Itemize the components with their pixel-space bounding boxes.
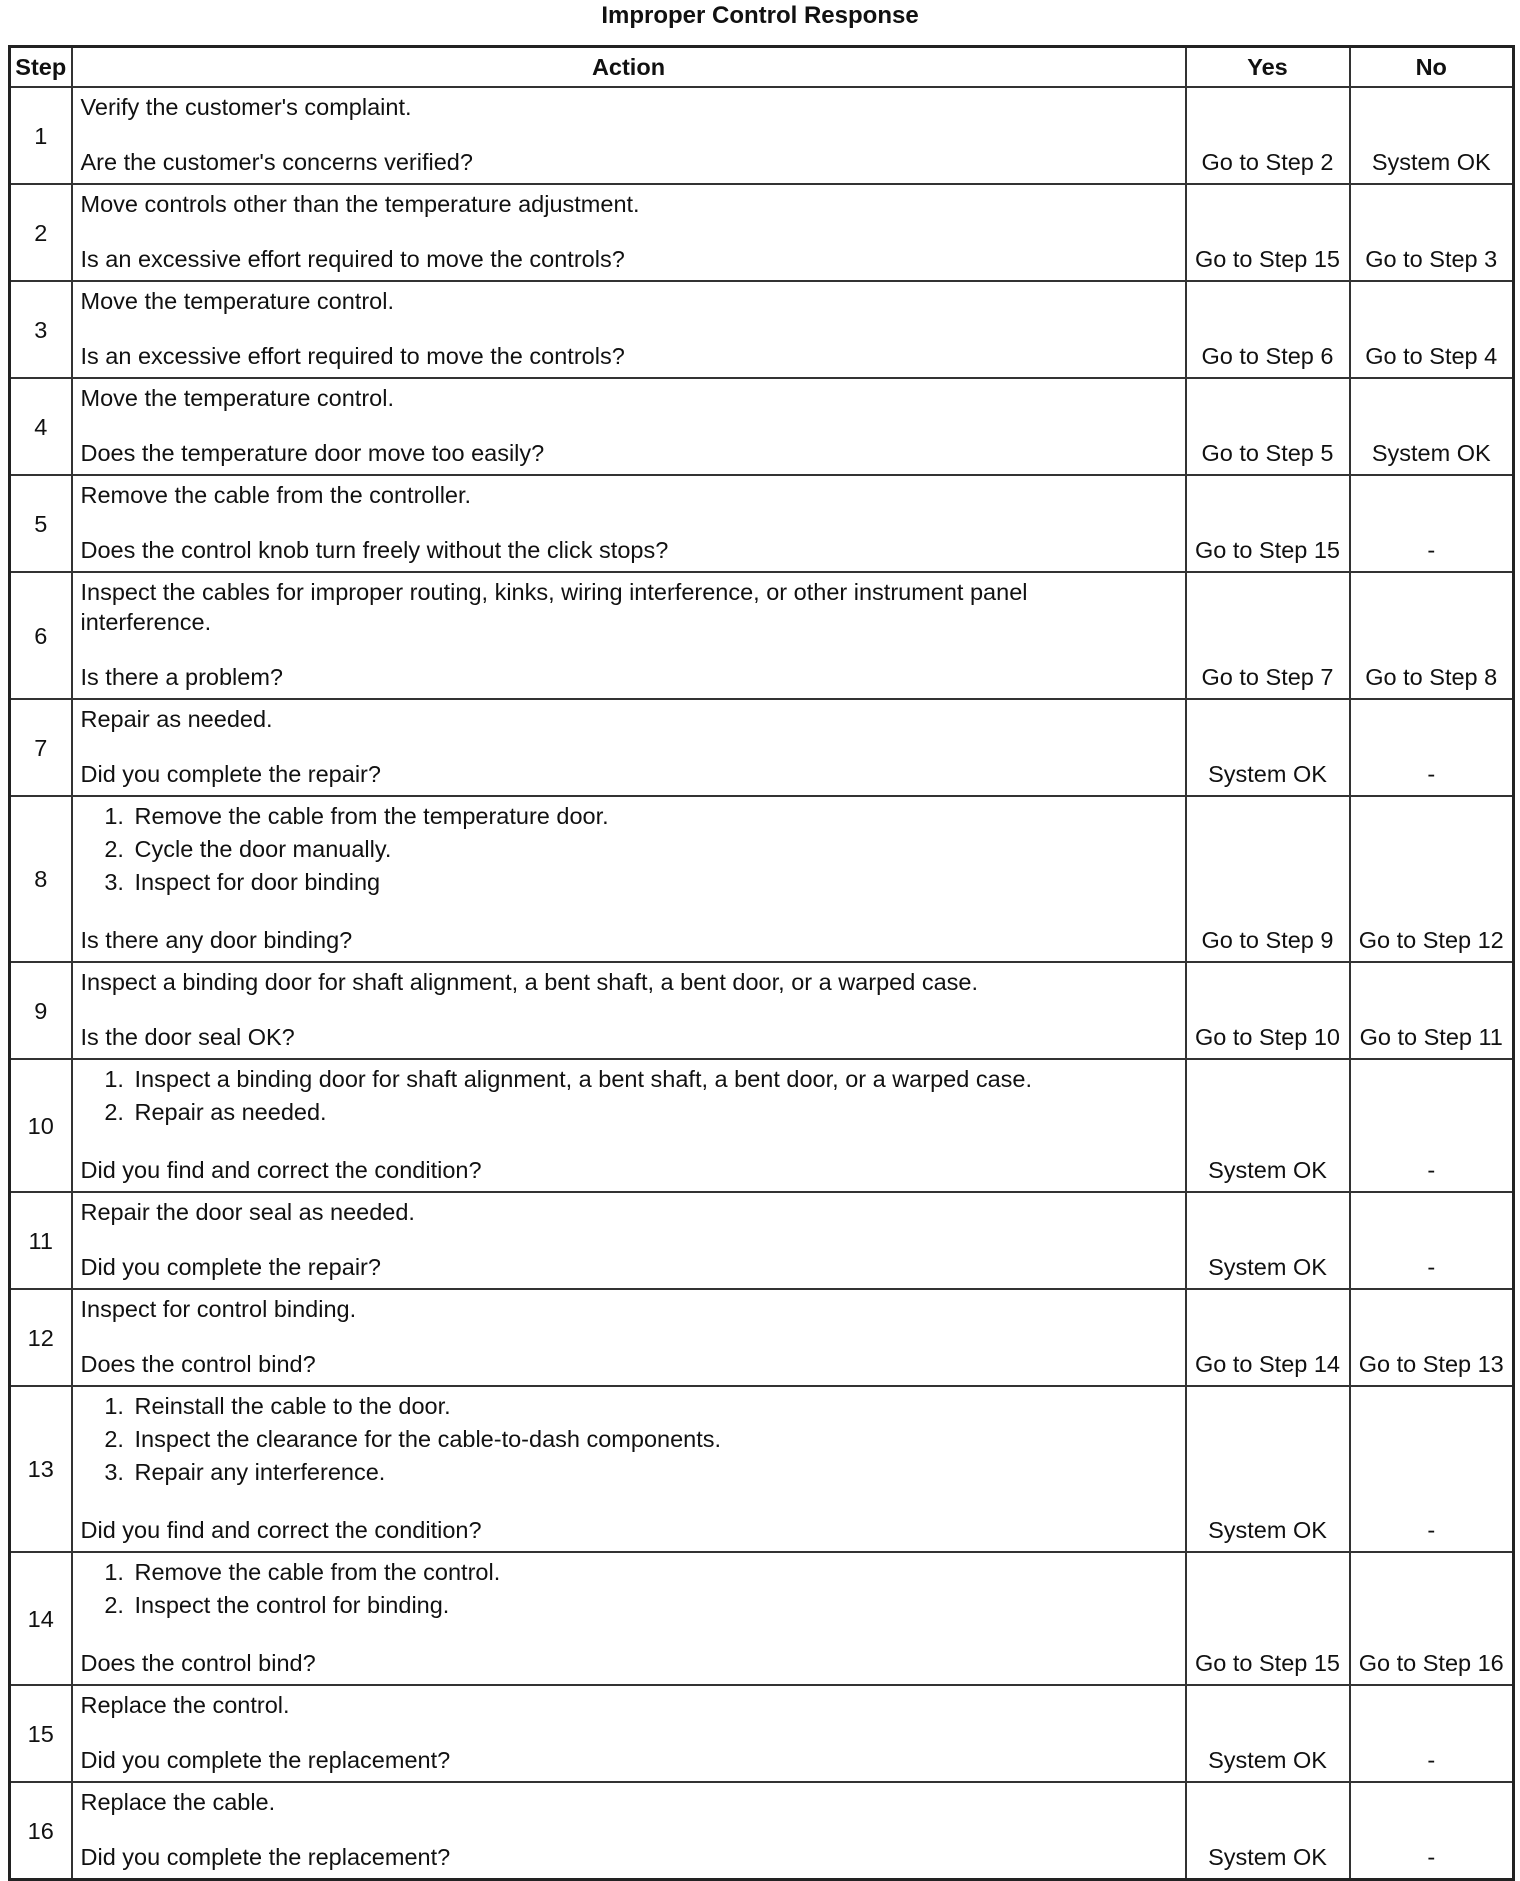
table-row — [10, 1386, 1514, 1552]
no-result: Go to Step 12 — [1358, 927, 1504, 953]
table-row — [10, 281, 1514, 378]
header-no: No — [1350, 47, 1514, 88]
action-text: Inspect for control binding. — [80, 1296, 357, 1322]
action-text: Repair the door seal as needed. — [80, 1199, 415, 1225]
action-text: Verify the customer's complaint. — [80, 94, 412, 120]
step-number: 4 — [10, 378, 72, 475]
no-cell — [1350, 1192, 1514, 1289]
table-row — [10, 962, 1514, 1059]
spacer — [81, 1227, 1177, 1252]
no-result: Go to Step 11 — [1359, 1024, 1503, 1050]
action-text: Move the temperature control. — [80, 385, 394, 411]
spacer — [81, 316, 1177, 341]
yes-result: Go to Step 15 — [1194, 1650, 1341, 1676]
step-number: 15 — [10, 1685, 72, 1782]
action-question: Is there a problem? — [80, 664, 283, 690]
no-cell — [1350, 1685, 1514, 1782]
yes-result: Go to Step 2 — [1201, 149, 1334, 175]
yes-cell — [1186, 572, 1350, 699]
action-question: Does the temperature door move too easily? — [80, 440, 545, 466]
yes-cell — [1186, 1552, 1350, 1685]
action-text: Inspect the cables for improper routing, kinks, wiring interference, or other instrument panel — [80, 579, 1028, 605]
action-cell — [72, 184, 1186, 281]
no-cell — [1350, 796, 1514, 962]
table-row — [10, 475, 1514, 572]
spacer — [81, 997, 1177, 1022]
table-row — [10, 87, 1514, 184]
no-cell — [1350, 1386, 1514, 1552]
no-result: Go to Step 4 — [1365, 343, 1498, 369]
yes-cell — [1186, 796, 1350, 962]
no-result: - — [1427, 1747, 1436, 1773]
action-question: Did you complete the repair? — [80, 761, 381, 787]
no-cell — [1350, 87, 1514, 184]
action-question: Does the control bind? — [80, 1351, 316, 1377]
table-row — [10, 796, 1514, 962]
yes-cell — [1186, 475, 1350, 572]
action-text: Inspect a binding door for shaft alignment, a bent shaft, a bent door, or a warped case. — [80, 969, 978, 995]
table-row — [10, 572, 1514, 699]
no-cell — [1350, 699, 1514, 796]
action-substep: 3. Repair any interference. — [131, 1457, 1177, 1487]
no-result: - — [1427, 1254, 1436, 1280]
no-cell — [1350, 184, 1514, 281]
action-cell — [72, 1386, 1186, 1552]
action-question: Does the control bind? — [80, 1650, 316, 1676]
table-row — [10, 1685, 1514, 1782]
action-text: Replace the cable. — [80, 1789, 276, 1815]
step-number: 2 — [10, 184, 72, 281]
step-number: 7 — [10, 699, 72, 796]
spacer — [81, 1130, 1177, 1155]
step-number: 5 — [10, 475, 72, 572]
action-question: Is an excessive effort required to move the controls? — [80, 246, 625, 272]
yes-cell — [1186, 699, 1350, 796]
yes-result: Go to Step 14 — [1194, 1351, 1341, 1377]
table-row — [10, 699, 1514, 796]
step-number: 9 — [10, 962, 72, 1059]
action-cell — [72, 796, 1186, 962]
table-row — [10, 184, 1514, 281]
action-text: Repair as needed. — [80, 706, 273, 732]
header-action: Action — [72, 47, 1186, 88]
action-substep: 2. Inspect the clearance for the cable-to-dash components. — [131, 1424, 1177, 1454]
yes-cell — [1186, 1782, 1350, 1880]
no-result: Go to Step 16 — [1358, 1650, 1504, 1676]
action-question: Is there any door binding? — [80, 927, 353, 953]
no-result: Go to Step 3 — [1365, 246, 1498, 272]
spacer — [81, 734, 1177, 759]
action-substep: 1. Remove the cable from the temperature door. — [131, 801, 1177, 831]
action-cell — [72, 1685, 1186, 1782]
spacer — [81, 637, 1177, 662]
action-question: Did you complete the replacement? — [80, 1747, 451, 1773]
no-cell — [1350, 1782, 1514, 1880]
action-cell — [72, 87, 1186, 184]
no-result: - — [1427, 537, 1436, 563]
procedure-table — [8, 45, 1515, 1881]
yes-result: Go to Step 9 — [1201, 927, 1334, 953]
spacer — [81, 219, 1177, 244]
no-result: System OK — [1371, 149, 1491, 175]
action-cell — [72, 1782, 1186, 1880]
table-row — [10, 1782, 1514, 1880]
action-substep: 2. Repair as needed. — [131, 1097, 1177, 1127]
table-row — [10, 1552, 1514, 1685]
yes-cell — [1186, 962, 1350, 1059]
spacer — [81, 1817, 1177, 1842]
action-cell — [72, 1059, 1186, 1192]
no-cell — [1350, 475, 1514, 572]
spacer — [81, 122, 1177, 147]
spacer — [81, 1623, 1177, 1648]
spacer — [81, 1490, 1177, 1515]
yes-result: Go to Step 5 — [1201, 440, 1334, 466]
action-text: Replace the control. — [80, 1692, 290, 1718]
action-question: Does the control knob turn freely without the click stops? — [80, 537, 669, 563]
action-substep: 2. Cycle the door manually. — [131, 834, 1177, 864]
action-question: Are the customer's concerns verified? — [80, 149, 473, 175]
step-number: 8 — [10, 796, 72, 962]
yes-cell — [1186, 1386, 1350, 1552]
no-cell — [1350, 1289, 1514, 1386]
no-cell — [1350, 572, 1514, 699]
action-substeps — [81, 801, 1177, 897]
yes-result: Go to Step 15 — [1194, 246, 1341, 272]
action-cell — [72, 1289, 1186, 1386]
no-result: System OK — [1371, 440, 1491, 466]
action-question: Did you complete the repair? — [80, 1254, 381, 1280]
action-question: Did you complete the replacement? — [80, 1844, 451, 1870]
no-cell — [1350, 1059, 1514, 1192]
yes-cell — [1186, 1192, 1350, 1289]
action-substep: 1. Remove the cable from the control. — [131, 1557, 1177, 1587]
action-cell — [72, 699, 1186, 796]
action-cell — [72, 1552, 1186, 1685]
table-row — [10, 378, 1514, 475]
header-yes: Yes — [1186, 47, 1350, 88]
action-text: Move controls other than the temperature adjustment. — [80, 191, 640, 217]
no-result: Go to Step 8 — [1365, 664, 1498, 690]
no-result: - — [1427, 1517, 1436, 1543]
step-number: 16 — [10, 1782, 72, 1880]
step-number: 6 — [10, 572, 72, 699]
table-row — [10, 1059, 1514, 1192]
yes-cell — [1186, 378, 1350, 475]
yes-cell — [1186, 184, 1350, 281]
step-number: 10 — [10, 1059, 72, 1192]
no-result: - — [1427, 761, 1436, 787]
no-cell — [1350, 1552, 1514, 1685]
no-cell — [1350, 281, 1514, 378]
yes-result: System OK — [1208, 1747, 1327, 1773]
action-cell — [72, 475, 1186, 572]
no-result: - — [1427, 1844, 1436, 1870]
table-row — [10, 1289, 1514, 1386]
no-result: Go to Step 13 — [1358, 1351, 1504, 1377]
action-substep: 1. Reinstall the cable to the door. — [131, 1391, 1177, 1421]
step-number: 14 — [10, 1552, 72, 1685]
step-number: 1 — [10, 87, 72, 184]
yes-result: System OK — [1208, 1157, 1327, 1183]
spacer — [81, 900, 1177, 925]
header-step: Step — [10, 47, 72, 88]
action-cell — [72, 962, 1186, 1059]
yes-cell — [1186, 1289, 1350, 1386]
spacer — [81, 413, 1177, 438]
spacer — [81, 510, 1177, 535]
action-cell — [72, 572, 1186, 699]
action-cell — [72, 1192, 1186, 1289]
header-row — [10, 47, 1514, 88]
yes-cell — [1186, 281, 1350, 378]
action-question: Did you find and correct the condition? — [80, 1157, 482, 1183]
no-result: - — [1427, 1157, 1436, 1183]
step-number: 12 — [10, 1289, 72, 1386]
action-cell — [72, 378, 1186, 475]
action-text: Move the temperature control. — [80, 288, 394, 314]
yes-result: Go to Step 7 — [1201, 664, 1334, 690]
yes-result: System OK — [1208, 1844, 1327, 1870]
step-number: 11 — [10, 1192, 72, 1289]
action-text: Remove the cable from the controller. — [80, 482, 472, 508]
action-substep: 1. Inspect a binding door for shaft alignment, a bent shaft, a bent door, or a warped case. — [131, 1064, 1177, 1094]
yes-result: System OK — [1208, 1254, 1327, 1280]
action-substep: 2. Inspect the control for binding. — [131, 1590, 1177, 1620]
table-body — [10, 87, 1514, 1880]
yes-result: Go to Step 6 — [1201, 343, 1334, 369]
no-cell — [1350, 962, 1514, 1059]
action-substeps — [81, 1557, 1177, 1620]
step-number: 3 — [10, 281, 72, 378]
spacer — [81, 1720, 1177, 1745]
yes-cell — [1186, 87, 1350, 184]
action-question: Is an excessive effort required to move the controls? — [80, 343, 625, 369]
yes-result: System OK — [1208, 761, 1327, 787]
action-question: Did you find and correct the condition? — [80, 1517, 482, 1543]
action-cell — [72, 281, 1186, 378]
yes-result: Go to Step 10 — [1194, 1024, 1341, 1050]
table-row — [10, 1192, 1514, 1289]
action-substeps — [81, 1064, 1177, 1127]
yes-cell — [1186, 1685, 1350, 1782]
action-substep: 3. Inspect for door binding — [131, 867, 1177, 897]
action-text: interference. — [80, 609, 212, 635]
yes-result: Go to Step 15 — [1194, 537, 1341, 563]
yes-cell — [1186, 1059, 1350, 1192]
page-title: Improper Control Response — [601, 2, 919, 29]
action-substeps — [81, 1391, 1177, 1487]
no-cell — [1350, 378, 1514, 475]
action-question: Is the door seal OK? — [80, 1024, 295, 1050]
spacer — [81, 1324, 1177, 1349]
yes-result: System OK — [1208, 1517, 1327, 1543]
step-number: 13 — [10, 1386, 72, 1552]
